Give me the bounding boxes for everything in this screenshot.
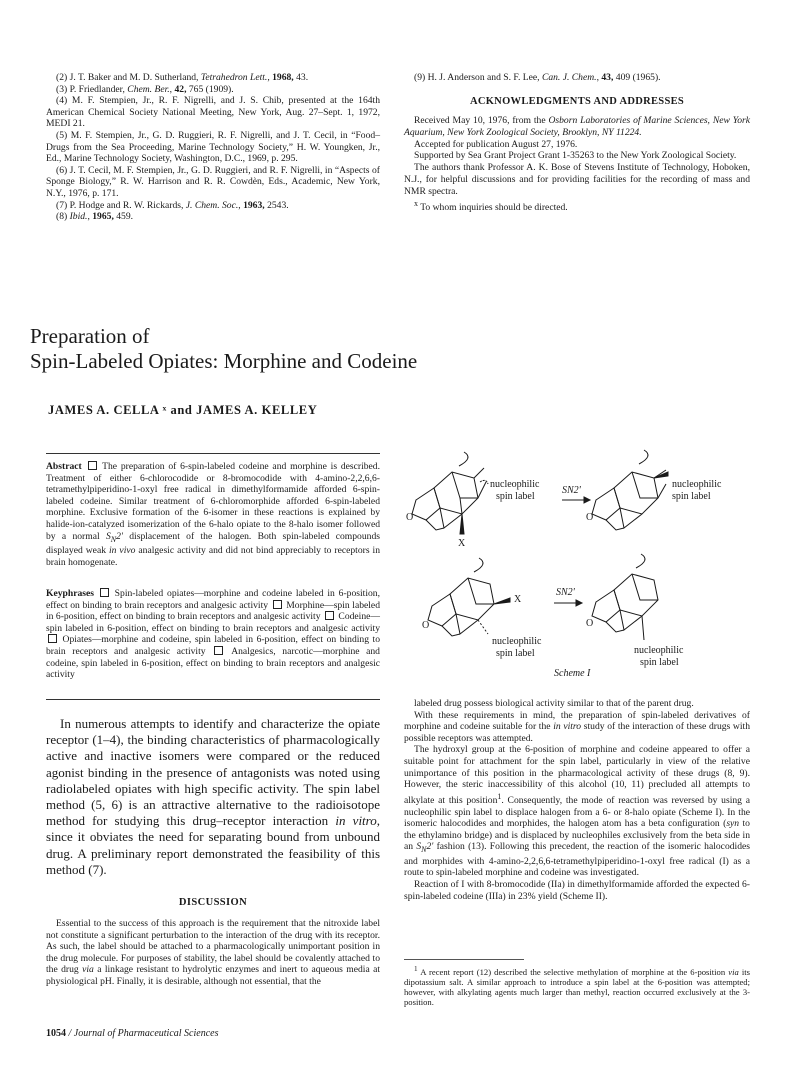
structure-8-halo-left	[428, 558, 510, 636]
label-nucleophilic-2: nucleophilic	[672, 479, 722, 490]
structure-product-bottom-right	[592, 554, 658, 640]
keyphrases	[46, 588, 380, 681]
reference-2: (3) P. Friedlander, Chem. Ber., 42, 765 (1909).	[56, 83, 234, 95]
reference-right-1: (9) H. J. Anderson and S. F. Lee, Can. J. Chem., 43, 409 (1965).	[414, 72, 661, 83]
authors: JAMES A. CELLA ˣ and JAMES A. KELLEY	[48, 403, 318, 417]
footnote-rule	[404, 959, 524, 960]
scheme-i	[404, 448, 750, 688]
reference-5: (6) J. T. Cecil, M. F. Stempien, Jr., G. D. Ruggieri, and R. F. Nigrelli, in “Aspects of Sponge Biology,” R. W. Harrison and R. R. Cowdèn, Eds., Academic, New York, N.Y., 1976, p. 171.	[46, 164, 380, 199]
ack-paragraph-1: Received May 10, 1976, from the Osborn Laboratories of Marine Sciences, New York Aquarium, New York Zoological Society, Brooklyn, NY 11224.	[404, 115, 750, 138]
label-nucleophilic-3: nucleophilic	[492, 636, 542, 647]
reference-7: (8) Ibid., 1965, 459.	[56, 211, 134, 223]
label-spin-4: spin label	[640, 657, 679, 668]
right-column-body	[404, 698, 750, 902]
abstract	[46, 461, 380, 568]
reference-4: (5) M. F. Stempien, Jr., G. D. Ruggieri, R. F. Nigrelli, and J. T. Cecil, in “Food–Drugs from the Sea Proceeding, Marine Technology Society,” H. W. Youngken, Jr., Ed., Marine Technology Society, Washington, D.C., 1969, p. 295.	[46, 129, 380, 165]
body-paragraph-2: With these requirements in mind, the preparation of spin-labeled derivatives of morphine and codeine suitable for the in vitro study of the interaction of these drugs with possible receptors was attempted.	[404, 709, 750, 744]
ack-paragraph-5: $^x$ To whom inquiries should be directed.	[414, 198, 568, 213]
label-x-2: X	[514, 594, 522, 605]
structure-6-halo-left	[412, 452, 488, 534]
arrow-label-2: SN2'	[556, 587, 575, 598]
discussion-text: Essential to the success of this approach is the requirement that the nitroxide label not constitute a significant perturbation to the interaction of the drug with its receptor. As such, the label should be attached to a pharmacologically unimportant position in the drug molecule. For purposes of stability, the label should be covalently attached to the drug via a linkage resistant to hydrolytic enzymes and inert to aqueous media at physiological pH. Finally, it is desirable, although not essential, that the	[46, 918, 381, 987]
acknowledgments-body	[404, 115, 750, 214]
abstract-text: Abstract The preparation of 6-spin-labeled codeine and morphine is described. Treatment of either 6-chlorocodide or 8-bromocodide with 4-amino-2,2,6,6-tetramethylpiperidino-1-oxyl free radical in dimethylformamide afforded 6-spin-labeled codeine. Similar treatment of 6-chloromorphide afforded 6-spin-labeled morphine. Exclusive formation of the 6-isomer in these reactions is explained by halide-ion-catalyzed isomerization of the 6-halo opiate to the 8-halo isomer followed by a normal $S_N2'$ displacement of the halogen. Both spin-labeled compounds displayed weak in vivo analgesic activity and did not bind appreciably to receptors in brain homogenate.	[46, 461, 381, 568]
label-o-2: O	[586, 512, 594, 523]
references-right	[404, 72, 750, 84]
label-o-4: O	[586, 618, 594, 629]
page-number: 1054	[46, 1028, 66, 1039]
reaction-arrowhead-top	[584, 497, 590, 503]
article-title	[30, 324, 730, 374]
footnote	[404, 964, 750, 1007]
abstract-top-rule	[46, 453, 380, 454]
discussion-body	[46, 918, 380, 988]
ack-paragraph-3: Supported by Sea Grant Project Grant 1-35263 to the New York Zoological Society.	[414, 150, 737, 162]
title-line-2: Spin-Labeled Opiates: Morphine and Codeine	[30, 349, 418, 373]
acknowledgments-heading: ACKNOWLEDGMENTS AND ADDRESSES	[469, 96, 685, 107]
label-nucleophilic-4: nucleophilic	[634, 645, 684, 656]
title-line-1: Preparation of	[30, 324, 150, 348]
ack-paragraph-4: The authors thank Professor A. K. Bose of Stevens Institute of Technology, Hoboken, N.J., for helpful discussions and for providing facilities for the recording of mass and NMR spectra.	[404, 162, 750, 197]
reference-3: (4) M. F. Stempien, Jr., R. F. Nigrelli, and J. S. Chib, presented at the 164th American Chemical Society National Meeting, New York, Aug. 27–Sept. 1, 1972, MEDI 21.	[46, 95, 380, 130]
keyphrases-text: Keyphrases Spin-labeled opiates—morphine and codeine labeled in 6-position, effect on binding to brain receptors and analgesic activity Morphine—spin labeled in 6-position, effect on binding to brain receptors and analgesic activity Codeine—spin labeled in 6-position, effect on binding to brain receptors and analgesic activity Opiates—morphine and codeine, spin labeled in 6-position, effect on binding to brain receptors and analgesic activity Analgesics, narcotic—morphine and codeine, spin labeled in 6-position, effect on binding to brain receptors and analgesic activity	[46, 588, 380, 681]
introduction-text: In numerous attempts to identify and characterize the opiate receptor (1–4), the binding characteristics of pharmacologically active and inactive isomers were compared or the reduced agonist binding in the presence of antagonists was noted using radiolabeled opiates with high specific activity. The spin label method (5, 6) is an attractive alternative to the radioisotope method for studying this drug–receptor interaction in vitro, since it obviates the need for separating bound from unbound drug. A preliminary report demonstrated the feasibility of this method (7).	[46, 716, 380, 877]
label-o-3: O	[422, 620, 430, 631]
journal-name: / Journal of Pharmaceutical Sciences	[66, 1028, 219, 1039]
body-paragraph-1: labeled drug possess biological activity similar to that of the parent drug.	[414, 698, 694, 709]
label-spin-1: spin label	[496, 491, 535, 502]
label-spin-3: spin label	[496, 648, 535, 659]
reaction-arrowhead-bottom	[576, 600, 582, 606]
label-x-1: X	[458, 538, 466, 549]
reference-1: (2) J. T. Baker and M. D. Sutherland, Tetrahedron Lett., 1968, 43.	[56, 72, 309, 83]
references-left	[46, 72, 380, 223]
body-paragraph-3: The hydroxyl group at the 6-position of morphine and codeine appeared to offer a suitable point for attachment for the spin label, particularly in view of the relative unimportance of this position in the pharmacological activity of these drugs (8, 9). However, the steric inaccessibility of this alcohol (10, 11) precluded all attempts to alkylate at this position$^1$. Consequently, the mode of reaction was reversed by using a nucleophilic spin label to displace halogen from a 6- or 8-halo opiate (Scheme I). In the isomeric halocodides and morphides, the halogen atom has a beta configuration (syn to the ethylamino bridge) and is displaced by nucleophiles exclusively from the beta side in an $S_N2'$ fashion (13). Following this precedent, the reaction of the isomeric halocodides and morphides with 4-amino-2,2,6,6-tetramethylpiperidino-1-oxyl free radical (I) as a route to spin-labeled morphine and codeine was investigated.	[404, 744, 750, 879]
label-spin-2: spin label	[672, 491, 711, 502]
scheme-diagram	[404, 448, 750, 688]
page-footer	[46, 1028, 218, 1039]
reference-6: (7) P. Hodge and R. W. Rickards, J. Chem. Soc., 1963, 2543.	[56, 199, 289, 211]
introduction	[46, 716, 380, 878]
footnote-text: $^1$ A recent report (12) described the selective methylation of morphine at the 6-position via its dipotassium salt. A similar approach to introduce a spin label at the 6-position was attempted; however, with alkylating agents much larger than methyl, reaction occurred exclusively at the 3-position.	[404, 965, 750, 1007]
ack-paragraph-2: Accepted for publication August 27, 1976.	[414, 138, 578, 150]
label-nucleophilic-1: nucleophilic	[490, 479, 540, 490]
body-paragraph-4: Reaction of I with 8-bromocodide (IIa) in dimethylformamide afforded the expected 6-spin-labeled codeine (IIIa) in 23% yield (Scheme II).	[404, 879, 750, 902]
discussion-heading: DISCUSSION	[178, 897, 248, 908]
abstract-bottom-rule	[46, 699, 380, 700]
acknowledgments	[404, 86, 750, 214]
structure-product-top-right	[592, 450, 668, 530]
scheme-caption: Scheme I	[554, 668, 591, 679]
label-o-1: O	[406, 512, 414, 523]
arrow-label-1: SN2'	[562, 485, 581, 496]
